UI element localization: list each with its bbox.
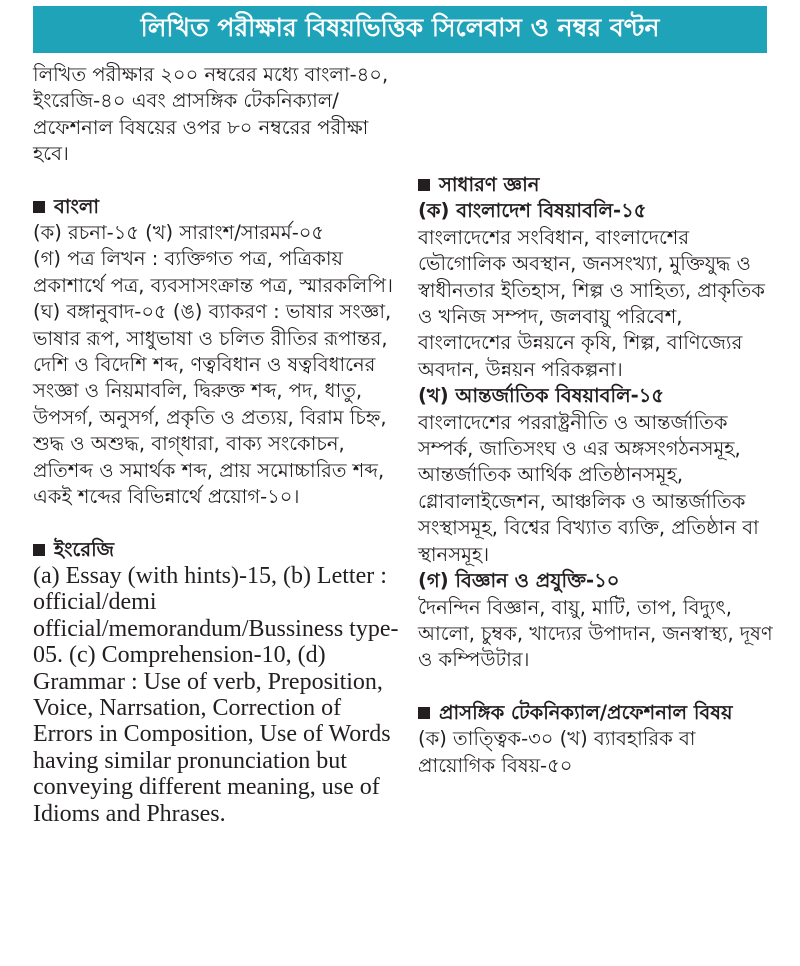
general-knowledge-heading-label: সাধারণ জ্ঞান bbox=[439, 173, 540, 196]
international-affairs-text: বাংলাদেশের পররাষ্ট্রনীতি ও আন্তর্জাতিক সম্পর্ক, জাতিসংঘ ও এর অঙ্গসংগঠনসমূহ, আন্তর্জাতিক আর্থিক প্রতিষ্ঠানসমূহ, গ্লোবালাইজেশন, আঞ্চলিক ও আন্তর্জাতিক সংস্থাসমূহ, বিশ্বের বিখ্যাত ব্যক্তি, প্রতিষ্ঠান বা স্থানসমূহ। bbox=[418, 410, 759, 566]
intro-paragraph: লিখিত পরীক্ষার ২০০ নম্বরের মধ্যে বাংলা-৪০, ইংরেজি-৪০ এবং প্রাসঙ্গিক টেকনিক্যাল/প্রফেশনাল বিষয়ের ওপর ৮০ নম্বরের পরীক্ষা হবে। bbox=[33, 63, 389, 166]
english-heading-label: ইংরেজি bbox=[54, 537, 115, 561]
english-syllabus-text: (a) Essay (with hints)-15, (b) Letter : official/demi official/memorandum/Bussiness type-05. (c) Comprehension-10, (d) Grammar : Use of verb, Preposition, Voice, Narrsation, Correction of Errors in Composition, Use of Words having similar pronunciation but conveying different meaning, use of Idioms and Phrases. bbox=[33, 562, 399, 827]
international-affairs-title: (খ) আন্তর্জাতিক বিষয়াবলি-১৫ bbox=[418, 384, 665, 408]
page-title: লিখিত পরীক্ষার বিষয়ভিত্তিক সিলেবাস ও নম্বর বণ্টন bbox=[140, 13, 660, 42]
bangla-heading-label: বাংলা bbox=[54, 194, 100, 218]
technical-heading bbox=[418, 700, 778, 726]
technical-text: (ক) তাত্ত্বিক-৩০ (খ) ব্যাবহারিক বা প্রায়োগিক বিষয়-৫০ bbox=[418, 727, 696, 777]
bangla-line-letter: (গ) পত্র লিখন : ব্যক্তিগত পত্র, পত্রিকায় প্রকাশার্থে পত্র, ব্যবসাসংক্রান্ত পত্র, স্মারকলিপি। bbox=[33, 247, 393, 297]
square-bullet-icon bbox=[418, 179, 430, 191]
right-column bbox=[418, 172, 778, 779]
bangla-heading bbox=[33, 194, 403, 220]
science-technology-title: (গ) বিজ্ঞান ও প্রযুক্তি-১০ bbox=[418, 569, 620, 593]
left-column bbox=[33, 62, 403, 827]
square-bullet-icon bbox=[418, 707, 430, 719]
bangla-line-essay: (ক) রচনা-১৫ (খ) সারাংশ/সারমর্ম-০৫ bbox=[33, 221, 325, 245]
technical-heading-label: প্রাসঙ্গিক টেকনিক্যাল/প্রফেশনাল বিষয় bbox=[439, 700, 733, 724]
general-knowledge-heading bbox=[418, 172, 778, 198]
english-heading bbox=[33, 537, 403, 563]
bangladesh-affairs-text: বাংলাদেশের সংবিধান, বাংলাদেশের ভৌগোলিক অবস্থান, জনসংখ্যা, মুক্তিযুদ্ধ ও স্বাধীনতার ইতিহাস, শিল্প ও সাহিত্য, প্রাকৃতিক ও খনিজ সম্পদ, জলবায়ু পরিবেশ, বাংলাদেশের উন্নয়নে কৃষি, শিল্প, বাণিজ্যের অবদান, উন্নয়ন পরিকল্পনা। bbox=[418, 225, 765, 381]
square-bullet-icon bbox=[33, 544, 45, 556]
bangla-line-grammar: (ঘ) বঙ্গানুবাদ-০৫ (ঙ) ব্যাকরণ : ভাষার সংজ্ঞা, ভাষার রূপ, সাধুভাষা ও চলিত রীতির রূপান্তর, দেশি ও বিদেশি শব্দ, ণত্ববিধান ও ষত্ববিধানের সংজ্ঞা ও নিয়মাবলি, দ্বিরুক্ত শব্দ, পদ, ধাতু, উপসর্গ, অনুসর্গ, প্রকৃতি ও প্রত্যয়, বিরাম চিহ্ন, শুদ্ধ ও অশুদ্ধ, বাগ্‌ধারা, বাক্য সংকোচন, প্রতিশব্দ ও সমার্থক শব্দ, প্রায় সমোচ্চারিত শব্দ, একই শব্দের বিভিন্নার্থে প্রয়োগ-১০। bbox=[33, 300, 392, 509]
bangladesh-affairs-title: (ক) বাংলাদেশ বিষয়াবলি-১৫ bbox=[418, 199, 647, 223]
science-technology-text: দৈনন্দিন বিজ্ঞান, বায়ু, মাটি, তাপ, বিদ্যুৎ, আলো, চুম্বক, খাদ্যের উপাদান, জনস্বাস্থ্য, দূষণ ও কম্পিউটার। bbox=[418, 595, 773, 672]
square-bullet-icon bbox=[33, 201, 45, 213]
title-banner bbox=[33, 6, 767, 53]
